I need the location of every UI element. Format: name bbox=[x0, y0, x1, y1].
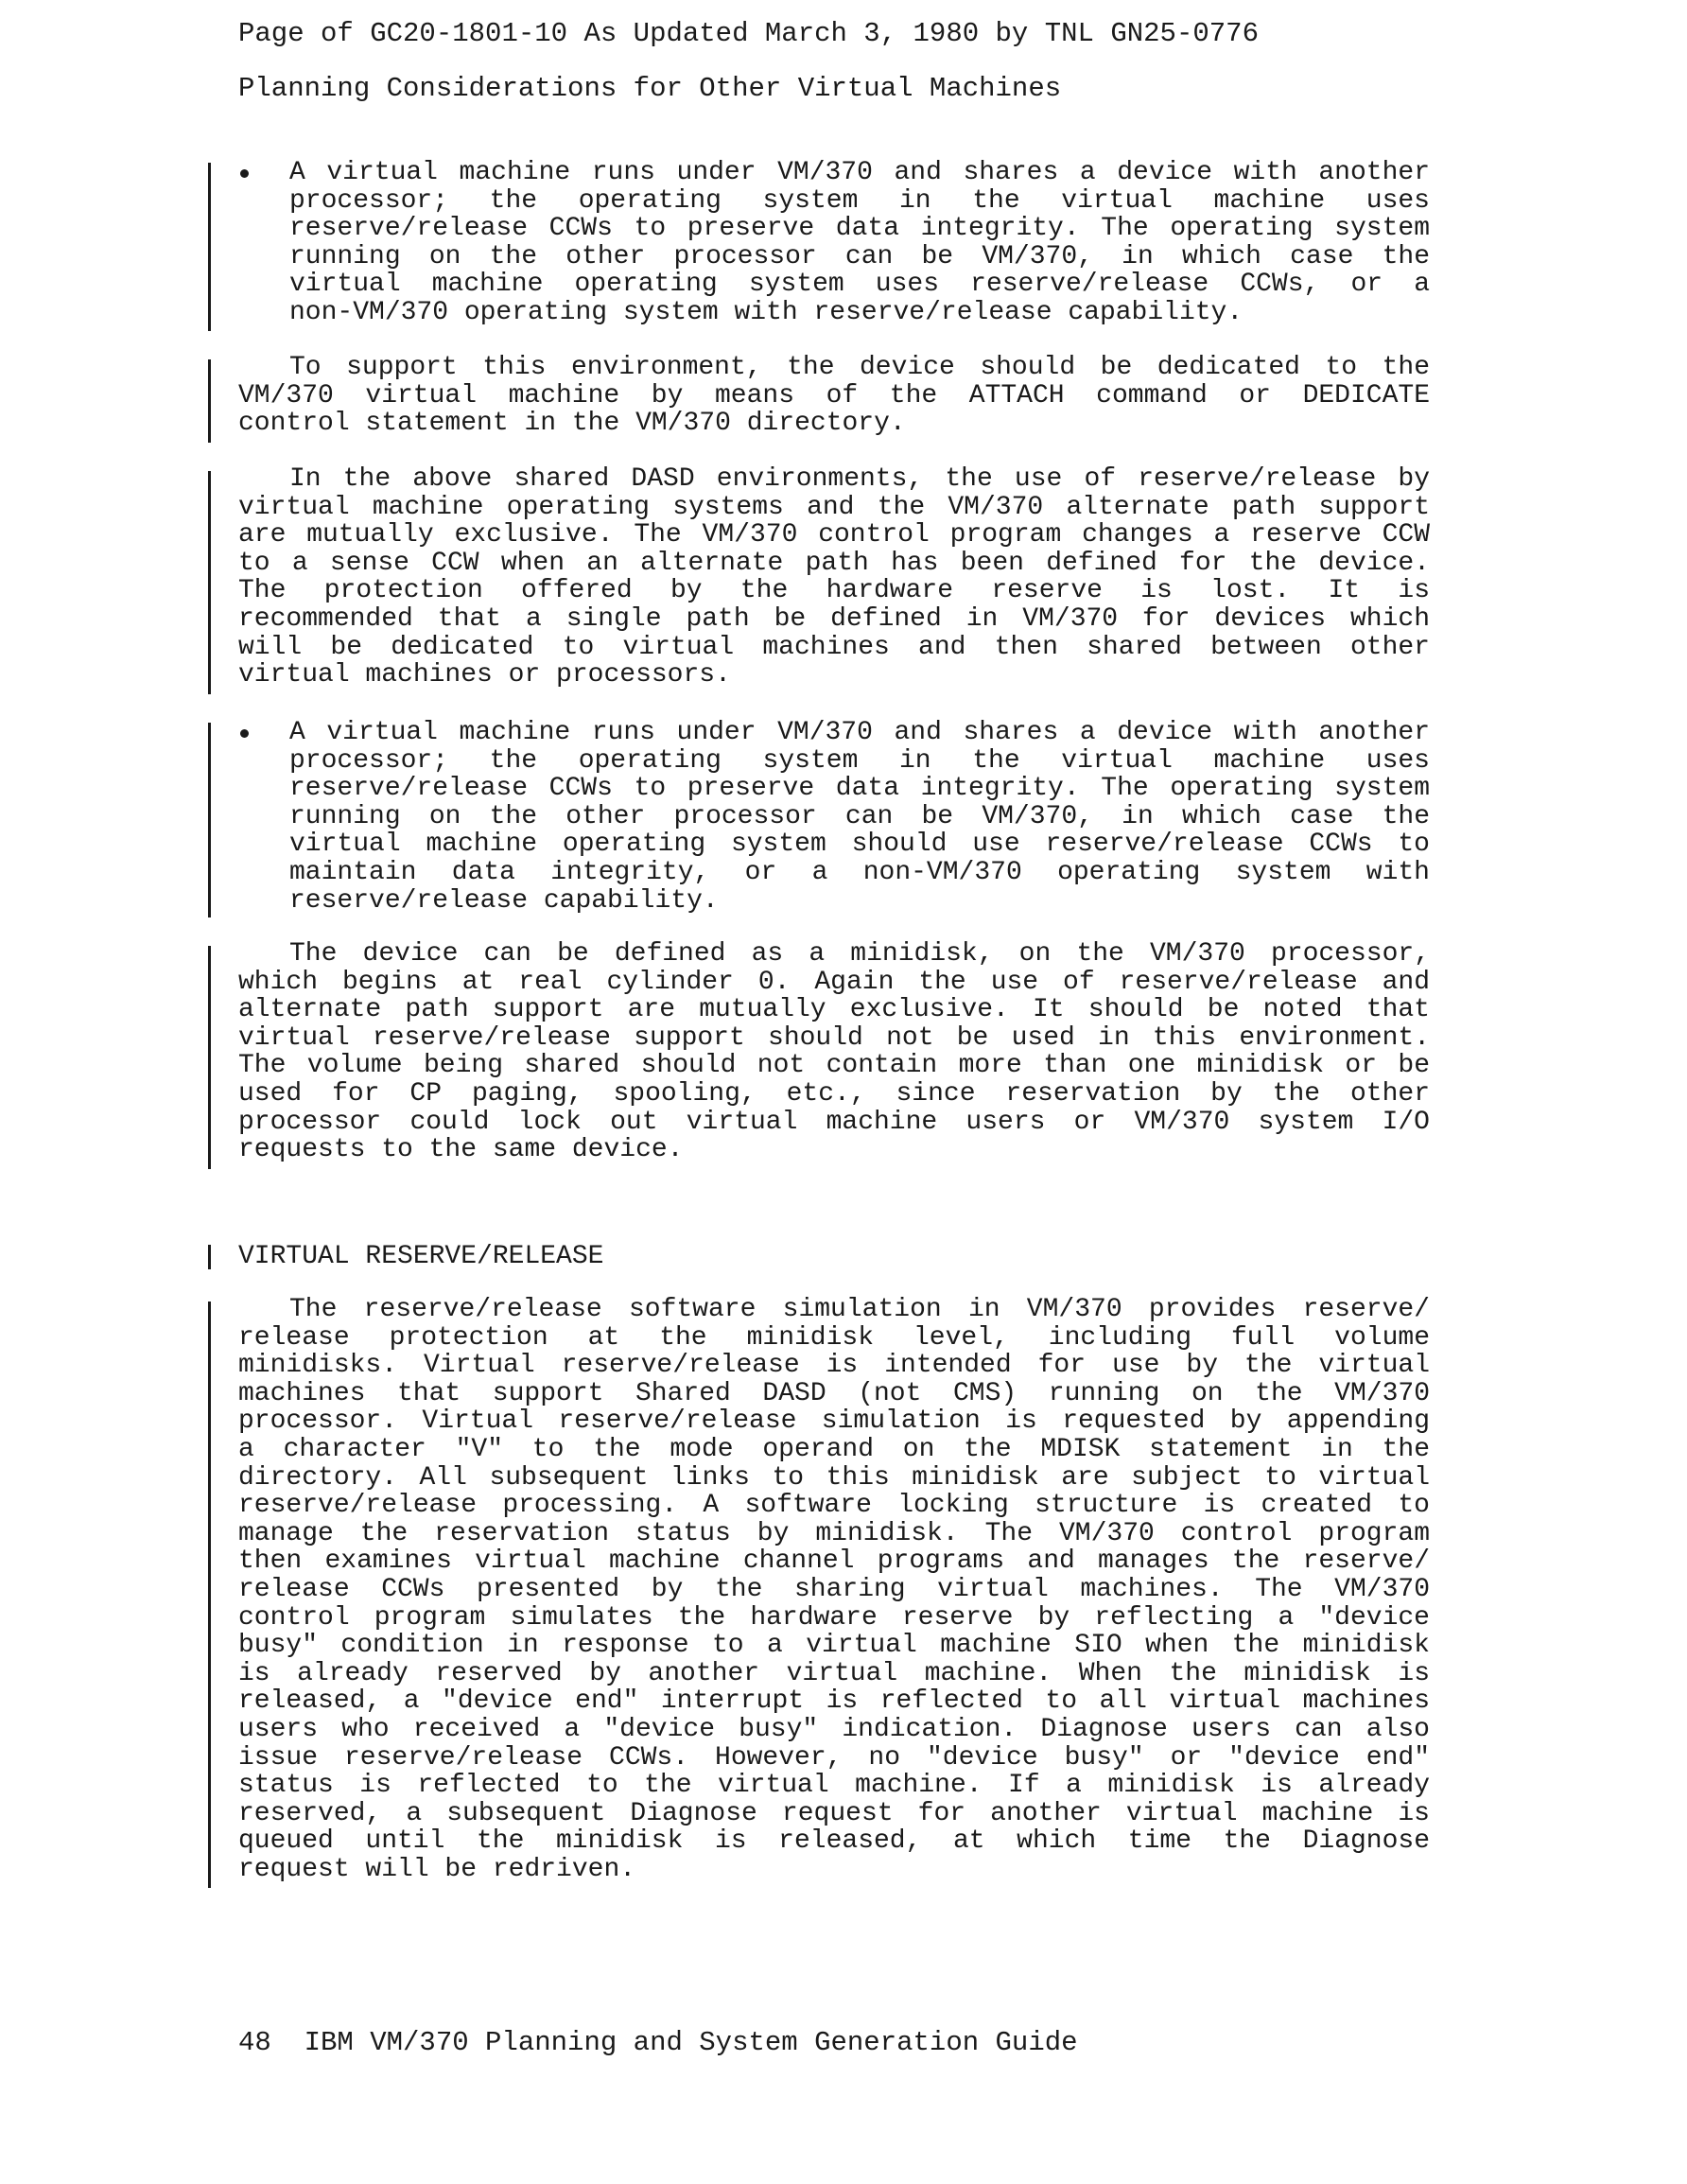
text-line: maintain data integrity, or a non-VM/370 operating system with bbox=[289, 857, 1430, 887]
section-heading: VIRTUAL RESERVE/RELEASE bbox=[238, 1242, 604, 1271]
text-line: status is reflected to the virtual machine. If a minidisk is already bbox=[238, 1771, 1430, 1801]
text-line: virtual machine operating system should use reserve/release CCWs to bbox=[289, 830, 1430, 860]
text-line: which begins at real cylinder 0. Again the use of reserve/release and bbox=[238, 967, 1430, 997]
text-line: running on the other processor can be VM/370, in which case the bbox=[289, 241, 1430, 271]
text-line: is already reserved by another virtual machine. When the minidisk is bbox=[238, 1658, 1430, 1688]
text-line: virtual machine operating system uses reserve/release CCWs, or a bbox=[289, 270, 1430, 300]
text-line: The protection offered by the hardware reserve is lost. It is bbox=[238, 576, 1430, 606]
text-line: will be dedicated to virtual machines and then shared between other bbox=[238, 632, 1430, 662]
text-line: processor could lock out virtual machine users or VM/370 system I/O bbox=[238, 1107, 1430, 1137]
paragraph-attach bbox=[238, 354, 1430, 438]
text-line: manage the reservation status by minidisk. The VM/370 control program bbox=[238, 1518, 1430, 1548]
text-line: a character "V" to the mode operand on the MDISK statement in the bbox=[238, 1434, 1430, 1464]
revision-bar bbox=[208, 163, 211, 331]
text-line: directory. All subsequent links to this minidisk are subject to virtual bbox=[238, 1462, 1430, 1493]
text-line: then examines virtual machine channel programs and manages the reserve/ bbox=[238, 1546, 1430, 1577]
text-line: reserve/release capability. bbox=[289, 885, 719, 916]
text-line: VM/370 virtual machine by means of the ATTACH command or DEDICATE bbox=[238, 380, 1430, 411]
text-line: issue reserve/release CCWs. However, no "device busy" or "device end" bbox=[238, 1742, 1430, 1773]
text-line: request will be redriven. bbox=[238, 1854, 636, 1884]
text-line: processor; the operating system in the virtual machine uses bbox=[289, 745, 1430, 776]
paragraph-minidisk bbox=[238, 940, 1430, 1164]
text-line: used for CP paging, spooling, etc., since reservation by the other bbox=[238, 1078, 1430, 1109]
text-line: running on the other processor can be VM/370, in which case the bbox=[289, 801, 1430, 831]
text-line: release CCWs presented by the sharing virtual machines. The VM/370 bbox=[238, 1574, 1430, 1604]
text-line: minidisks. Virtual reserve/release is intended for use by the virtual bbox=[238, 1351, 1430, 1381]
text-line: The device can be defined as a minidisk, on the VM/370 processor, bbox=[289, 939, 1430, 969]
bullet-item-2 bbox=[289, 719, 1430, 915]
bullet-marker bbox=[240, 729, 249, 738]
revision-bar bbox=[208, 1302, 211, 1888]
text-line: busy" condition in response to a virtual machine SIO when the minidisk bbox=[238, 1631, 1430, 1661]
paragraph-shared-dasd bbox=[238, 465, 1430, 690]
text-line: control statement in the VM/370 directory. bbox=[238, 409, 906, 439]
text-line: are mutually exclusive. The VM/370 control program changes a reserve CCW bbox=[238, 520, 1430, 550]
text-line: reserve/release CCWs to preserve data integrity. The operating system bbox=[289, 214, 1430, 244]
text-line: release protection at the minidisk level, including full volume bbox=[238, 1322, 1430, 1353]
text-line: queued until the minidisk is released, at which time the Diagnose bbox=[238, 1826, 1430, 1857]
text-line: processor; the operating system in the virtual machine uses bbox=[289, 185, 1430, 216]
text-line: reserve/release processing. A software locking structure is created to bbox=[238, 1491, 1430, 1521]
text-line: A virtual machine runs under VM/370 and shares a device with another bbox=[289, 158, 1430, 187]
revision-bar bbox=[208, 1245, 211, 1269]
revision-bar bbox=[208, 471, 211, 694]
paragraph-virtual-reserve-release bbox=[238, 1296, 1430, 1883]
revision-bar bbox=[208, 946, 211, 1169]
revision-bar bbox=[208, 359, 211, 443]
text-line: The reserve/release software simulation in VM/370 provides reserve/ bbox=[289, 1295, 1430, 1324]
text-line: virtual machine operating systems and the VM/370 alternate path support bbox=[238, 492, 1430, 522]
text-line: In the above shared DASD environments, the use of reserve/release by bbox=[289, 464, 1430, 494]
text-line: users who received a "device busy" indication. Diagnose users can also bbox=[238, 1714, 1430, 1744]
text-line: machines that support Shared DASD (not CMS) running on the VM/370 bbox=[238, 1378, 1430, 1408]
text-line: released, a "device end" interrupt is reflected to all virtual machines bbox=[238, 1686, 1430, 1717]
text-line: to a sense CCW when an alternate path has been defined for the device. bbox=[238, 548, 1430, 578]
section-title: Planning Considerations for Other Virtual Machines bbox=[238, 73, 1062, 104]
text-line: virtual machines or processors. bbox=[238, 660, 731, 690]
text-line: virtual reserve/release support should not be used in this environment. bbox=[238, 1022, 1430, 1053]
text-line: To support this environment, the device should be dedicated to the bbox=[289, 353, 1430, 382]
page-footer: 48 IBM VM/370 Planning and System Generation Guide bbox=[238, 2027, 1078, 2058]
text-line: reserved, a subsequent Diagnose request for another virtual machine is bbox=[238, 1798, 1430, 1828]
text-line: The volume being shared should not contain more than one minidisk or be bbox=[238, 1051, 1430, 1081]
text-line: alternate path support are mutually exclusive. It should be noted that bbox=[238, 995, 1430, 1025]
bullet-marker bbox=[240, 169, 249, 178]
text-line: control program simulates the hardware reserve by reflecting a "device bbox=[238, 1602, 1430, 1633]
bullet-item-1 bbox=[289, 159, 1430, 327]
text-line: requests to the same device. bbox=[238, 1135, 684, 1165]
revision-bar bbox=[208, 723, 211, 917]
text-line: A virtual machine runs under VM/370 and shares a device with another bbox=[289, 718, 1430, 747]
text-line: reserve/release CCWs to preserve data integrity. The operating system bbox=[289, 774, 1430, 804]
text-line: non-VM/370 operating system with reserve/release capability. bbox=[289, 297, 1244, 327]
text-line: processor. Virtual reserve/release simulation is requested by appending bbox=[238, 1406, 1430, 1437]
page-reference-header: Page of GC20-1801-10 As Updated March 3, 1980 by TNL GN25-0776 bbox=[238, 18, 1259, 49]
text-line: recommended that a single path be defined in VM/370 for devices which bbox=[238, 603, 1430, 634]
